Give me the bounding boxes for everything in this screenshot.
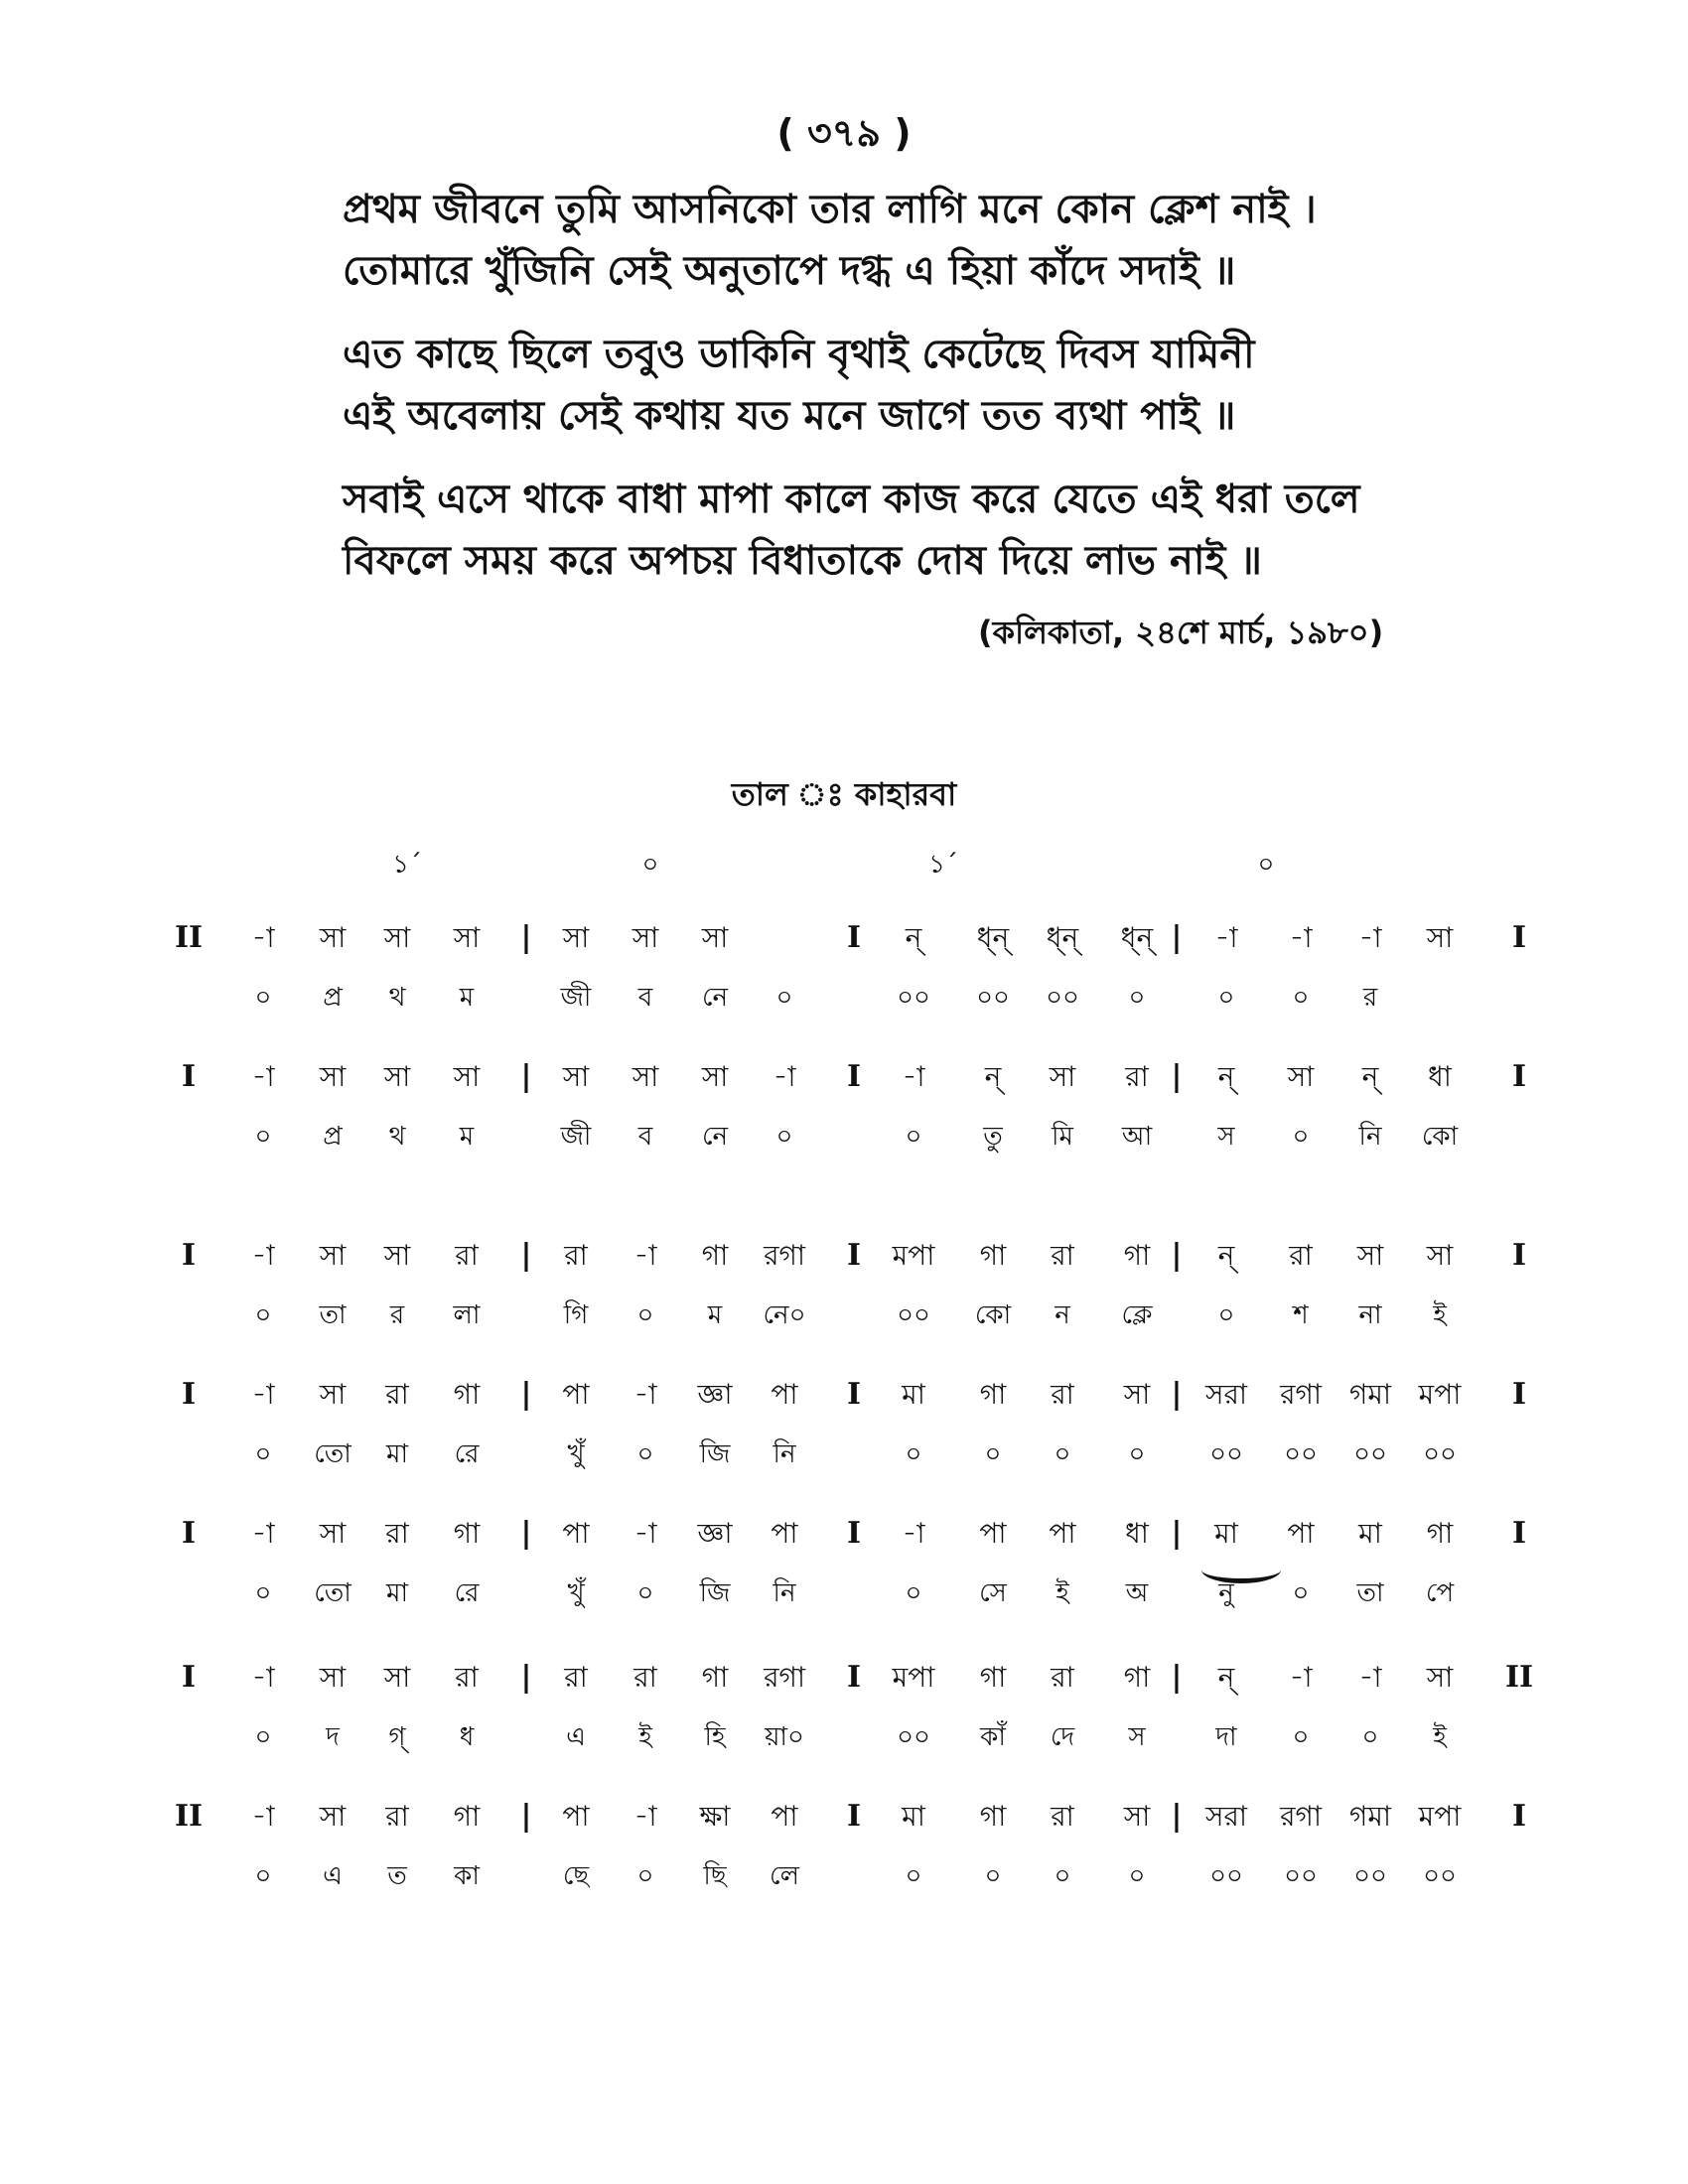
stanza xyxy=(343,179,1534,302)
bani-syllable: ০ xyxy=(254,1578,272,1608)
swar-note: -া xyxy=(633,1800,657,1833)
notation-block xyxy=(0,1057,1688,1166)
swar-note: সা xyxy=(319,921,347,954)
bani-syllable: ম xyxy=(707,1300,723,1330)
bani-syllable: ০ xyxy=(636,1300,654,1330)
bani-syllable: ০ xyxy=(1217,983,1235,1013)
bani-syllable: ০ xyxy=(254,1439,272,1469)
swar-row xyxy=(0,1514,1688,1554)
swar-note: সা xyxy=(383,1661,411,1694)
swar-row xyxy=(0,1797,1688,1837)
bani-syllable: তো xyxy=(314,1578,352,1608)
swar-note: মা xyxy=(902,1378,925,1411)
bani-syllable: রে xyxy=(454,1578,480,1608)
swar-note: রা xyxy=(385,1800,409,1833)
bani-syllable: ০ xyxy=(1128,1861,1146,1891)
swar-note: মা xyxy=(902,1800,925,1833)
swar-note: রগা xyxy=(1280,1800,1322,1833)
bani-syllable: ০০ xyxy=(1209,1861,1243,1891)
swar-note: গা xyxy=(979,1239,1007,1272)
swar-note: -া xyxy=(1289,921,1313,954)
bar-line: | xyxy=(520,1377,532,1412)
swar-note: রা xyxy=(385,1517,409,1550)
swar-note: পা xyxy=(771,1517,798,1550)
swar-note: গা xyxy=(701,1239,729,1272)
bani-syllable: লে xyxy=(770,1861,799,1891)
bani-syllable: লা xyxy=(453,1300,481,1330)
swar-note: মপা xyxy=(1418,1800,1462,1833)
swar-note: -া xyxy=(902,1517,925,1550)
notation-block xyxy=(0,1236,1688,1345)
swar-note: রা xyxy=(1051,1378,1074,1411)
swar-note: সা xyxy=(632,921,659,954)
swar-note: রা xyxy=(1051,1800,1074,1833)
bani-syllable: জি xyxy=(699,1578,731,1608)
swar-note: সা xyxy=(701,921,729,954)
swar-note: -া xyxy=(1358,1661,1382,1694)
swar-note: পা xyxy=(562,1517,590,1550)
bani-syllable: জি xyxy=(699,1439,731,1469)
bani-syllable: ০ xyxy=(984,1861,1002,1891)
swar-note: মপা xyxy=(892,1661,935,1694)
bar-line: | xyxy=(520,1516,532,1551)
bani-syllable: তু xyxy=(983,1122,1003,1152)
bani-syllable: ০ xyxy=(636,1861,654,1891)
tala-marker: ১´ xyxy=(392,850,422,880)
swar-note: সা xyxy=(319,1060,347,1093)
lyric-line: সবাই এসে থাকে বাধা মাপা কালে কাজ করে যেতে এই ধরা তলে xyxy=(343,477,1360,522)
swar-note: সা xyxy=(383,921,411,954)
swar-note: রা xyxy=(385,1378,409,1411)
notation-block xyxy=(0,1797,1688,1906)
bani-syllable: ০০ xyxy=(1423,1439,1457,1469)
bani-syllable: ত xyxy=(387,1861,407,1891)
bani-syllable: থ xyxy=(388,1122,406,1152)
notation-block xyxy=(0,1514,1688,1623)
swar-note: রা xyxy=(455,1661,479,1694)
bani-syllable: ০০ xyxy=(897,1722,930,1752)
swar-row xyxy=(0,918,1688,958)
swar-note: সরা xyxy=(1204,1800,1248,1833)
bar-line: I xyxy=(846,1377,862,1412)
bani-row xyxy=(0,978,1688,1018)
swar-note: মা xyxy=(1214,1517,1238,1550)
swar-note: সা xyxy=(453,921,481,954)
bani-syllable: ০ xyxy=(1054,1439,1071,1469)
swar-note: ন্ xyxy=(1217,1239,1235,1272)
bar-line: II xyxy=(1504,1660,1534,1695)
bar-line: II xyxy=(174,920,204,955)
swar-note: -া xyxy=(1214,921,1238,954)
swar-note: সা xyxy=(701,1060,729,1093)
swar-note: -া xyxy=(1358,921,1382,954)
swar-note: রা xyxy=(633,1661,657,1694)
swar-note: সা xyxy=(453,1060,481,1093)
bani-syllable: নে xyxy=(701,983,729,1013)
swar-note: -া xyxy=(633,1517,657,1550)
bani-syllable: রে xyxy=(454,1439,480,1469)
bani-row xyxy=(0,1117,1688,1157)
swar-note: গা xyxy=(1123,1239,1151,1272)
swar-note: সা xyxy=(383,1060,411,1093)
bar-line: I xyxy=(181,1516,197,1551)
swar-note: জ্ঞা xyxy=(697,1378,733,1411)
bar-line: I xyxy=(181,1238,197,1273)
bar-line: | xyxy=(1171,1059,1183,1094)
swar-note: রা xyxy=(1289,1239,1313,1272)
bani-syllable: ০ xyxy=(775,1122,793,1152)
swar-note: ন্ xyxy=(1217,1060,1235,1093)
swar-note: সা xyxy=(319,1800,347,1833)
swar-note: পা xyxy=(979,1517,1007,1550)
swar-note: রা xyxy=(1051,1661,1074,1694)
bani-syllable: য়া০ xyxy=(765,1722,804,1752)
swar-note: রা xyxy=(1125,1060,1149,1093)
swar-note: গা xyxy=(453,1378,481,1411)
bani-syllable: গি xyxy=(563,1300,589,1330)
bar-line: | xyxy=(1171,1660,1183,1695)
bani-syllable: গ্ xyxy=(388,1722,406,1752)
swar-note: পা xyxy=(562,1800,590,1833)
bar-line: | xyxy=(1171,1377,1183,1412)
bar-line: I xyxy=(181,1377,197,1412)
bani-syllable: ম xyxy=(459,1122,475,1152)
bani-syllable: ০০ xyxy=(1284,1439,1318,1469)
swar-note: -া xyxy=(633,1239,657,1272)
bani-syllable: ০০ xyxy=(897,1300,930,1330)
swar-note: -া xyxy=(633,1378,657,1411)
swar-note: ধ্‌ন্ xyxy=(1120,921,1154,954)
bani-syllable: র xyxy=(1362,983,1378,1013)
bani-syllable: নি xyxy=(773,1578,796,1608)
bani-syllable: ০০ xyxy=(1353,1439,1387,1469)
bani-syllable: সে xyxy=(979,1578,1007,1608)
bar-line: I xyxy=(1511,1799,1527,1834)
swar-note: পা xyxy=(562,1378,590,1411)
swar-note: সা xyxy=(1426,1661,1454,1694)
bar-line: I xyxy=(846,920,862,955)
bar-line: I xyxy=(846,1238,862,1273)
tala-markers xyxy=(0,844,1688,884)
bar-line: I xyxy=(181,1059,197,1094)
swar-note: গা xyxy=(979,1800,1007,1833)
bani-row xyxy=(0,1573,1688,1613)
bani-syllable: ০ xyxy=(1292,1722,1310,1752)
bani-syllable: ০ xyxy=(254,1722,272,1752)
tala-marker: ১´ xyxy=(928,850,958,880)
bani-syllable: ম xyxy=(459,983,475,1013)
bani-syllable: ০০ xyxy=(1284,1861,1318,1891)
swar-note: সা xyxy=(1426,921,1454,954)
bani-syllable: দা xyxy=(1215,1722,1237,1752)
bani-syllable: কো xyxy=(974,1300,1012,1330)
bani-syllable: ০ xyxy=(1128,1439,1146,1469)
tala-heading: তাল ঃ কাহারবা xyxy=(731,775,957,813)
bani-syllable: খুঁ xyxy=(567,1439,585,1469)
swar-row xyxy=(0,1375,1688,1415)
bani-syllable: এ xyxy=(566,1722,586,1752)
bani-row xyxy=(0,1717,1688,1757)
notation-block xyxy=(0,918,1688,1027)
bani-syllable: ০ xyxy=(1054,1861,1071,1891)
bar-line: I xyxy=(1511,1516,1527,1551)
bani-syllable: ই xyxy=(1433,1300,1447,1330)
swar-note: গা xyxy=(1123,1661,1151,1694)
swar-note: -া xyxy=(251,1060,275,1093)
bani-syllable: জী xyxy=(560,983,592,1013)
bani-syllable: ০ xyxy=(905,1439,922,1469)
bani-syllable: কাঁ xyxy=(980,1722,1006,1752)
swar-note: গা xyxy=(1426,1517,1454,1550)
bani-syllable: জী xyxy=(560,1122,592,1152)
tala-marker: ০ xyxy=(641,850,659,880)
bani-syllable: আ xyxy=(1121,1122,1153,1152)
bani-syllable: নি xyxy=(773,1439,796,1469)
swar-note: সা xyxy=(1356,1239,1384,1272)
bar-line: | xyxy=(1171,920,1183,955)
bani-syllable: ০ xyxy=(1361,1722,1379,1752)
bani-syllable: ধ xyxy=(459,1722,475,1752)
bani-syllable: ০ xyxy=(254,1861,272,1891)
swar-note: পা xyxy=(771,1378,798,1411)
bani-syllable: পে xyxy=(1425,1578,1455,1608)
swar-note: পা xyxy=(771,1800,798,1833)
swar-note: রগা xyxy=(1280,1378,1322,1411)
bani-syllable: ০০ xyxy=(1209,1439,1243,1469)
swar-note: সা xyxy=(319,1378,347,1411)
stanza xyxy=(343,469,1534,592)
bani-syllable: ই xyxy=(638,1722,652,1752)
bar-line: I xyxy=(1511,1059,1527,1094)
bani-syllable: নি xyxy=(1358,1122,1382,1152)
swar-note: ক্ষা xyxy=(699,1800,731,1833)
bani-row xyxy=(0,1434,1688,1474)
swar-note: গমা xyxy=(1348,1800,1392,1833)
swar-note: -া xyxy=(902,1060,925,1093)
swar-note: রা xyxy=(564,1239,588,1272)
swar-note: সা xyxy=(1287,1060,1315,1093)
bani-syllable: ০ xyxy=(905,1122,922,1152)
bani-syllable: ০ xyxy=(254,983,272,1013)
bani-syllable: তা xyxy=(1356,1578,1384,1608)
bani-syllable: ০ xyxy=(1128,983,1146,1013)
bar-line: | xyxy=(520,1660,532,1695)
bani-syllable: মা xyxy=(386,1439,408,1469)
lyric-line: বিফলে সময় করে অপচয় বিধাতাকে দোষ দিয়ে লাভ নাই ॥ xyxy=(343,538,1262,584)
swar-row xyxy=(0,1658,1688,1698)
bani-syllable: ক্লে xyxy=(1121,1300,1153,1330)
bar-line: I xyxy=(1511,1238,1527,1273)
bani-syllable: র xyxy=(389,1300,405,1330)
bani-syllable: শ xyxy=(1293,1300,1309,1330)
swar-note: গমা xyxy=(1348,1378,1392,1411)
swar-note: -া xyxy=(251,1800,275,1833)
swar-note: সা xyxy=(1123,1800,1151,1833)
swar-note: রগা xyxy=(764,1661,805,1694)
bani-syllable: তো xyxy=(314,1439,352,1469)
swar-note: মা xyxy=(1358,1517,1382,1550)
bani-syllable: নু xyxy=(1218,1578,1234,1608)
bani-syllable: ব xyxy=(637,983,653,1013)
bar-line: I xyxy=(1511,1377,1527,1412)
swar-note: রগা xyxy=(764,1239,805,1272)
bani-syllable: না xyxy=(1358,1300,1382,1330)
page-number: ( ৩৭৯ ) xyxy=(776,111,912,155)
swar-note: -া xyxy=(251,1378,275,1411)
swar-note: -া xyxy=(251,1661,275,1694)
swar-note: ন্ xyxy=(984,1060,1002,1093)
swar-note: মপা xyxy=(1418,1378,1462,1411)
bani-syllable: ০ xyxy=(254,1300,272,1330)
swar-note: সা xyxy=(319,1239,347,1272)
bani-syllable: ছি xyxy=(703,1861,727,1891)
bani-syllable: প্র xyxy=(323,983,343,1013)
bani-syllable: ০০ xyxy=(1046,983,1079,1013)
bani-syllable: ০ xyxy=(905,1861,922,1891)
swar-note: -া xyxy=(251,1239,275,1272)
notation-block xyxy=(0,1658,1688,1767)
bani-syllable: স xyxy=(1217,1122,1235,1152)
swar-note: সা xyxy=(1426,1239,1454,1272)
lyric-line: এত কাছে ছিলে তবুও ডাকিনি বৃথাই কেটেছে দিবস যামিনী xyxy=(343,332,1255,377)
swar-note: ধা xyxy=(1428,1060,1452,1093)
bani-syllable: ন xyxy=(1055,1300,1070,1330)
swar-note: গা xyxy=(453,1800,481,1833)
swar-note: সা xyxy=(1049,1060,1076,1093)
bani-syllable: ০০ xyxy=(976,983,1010,1013)
swar-note: রা xyxy=(1051,1239,1074,1272)
swar-note: পা xyxy=(1287,1517,1315,1550)
bani-syllable: ০ xyxy=(905,1578,922,1608)
bani-syllable: ০০ xyxy=(1353,1861,1387,1891)
swar-note: রা xyxy=(564,1661,588,1694)
swar-note: গা xyxy=(701,1661,729,1694)
swar-note: সা xyxy=(562,921,590,954)
swar-note: সা xyxy=(319,1517,347,1550)
lyric-line: প্রথম জীবনে তুমি আসনিকো তার লাগি মনে কোন ক্লেশ নাই । xyxy=(343,187,1317,232)
bani-syllable: ছে xyxy=(562,1861,590,1891)
bani-row xyxy=(0,1856,1688,1896)
bani-syllable: ০ xyxy=(636,1578,654,1608)
swar-note: রা xyxy=(455,1239,479,1272)
bar-line: | xyxy=(1171,1799,1183,1834)
bar-line: | xyxy=(520,1799,532,1834)
bar-line: I xyxy=(846,1799,862,1834)
bar-line: | xyxy=(520,920,532,955)
bar-line: I xyxy=(846,1516,862,1551)
bani-syllable: অ xyxy=(1125,1578,1149,1608)
bani-syllable: ০ xyxy=(775,983,793,1013)
swar-note: -া xyxy=(1289,1661,1313,1694)
bar-line: I xyxy=(846,1660,862,1695)
bani-syllable: ০ xyxy=(1292,1122,1310,1152)
bani-syllable: মা xyxy=(386,1578,408,1608)
bani-syllable: তা xyxy=(319,1300,347,1330)
bani-syllable: ০ xyxy=(1292,1578,1310,1608)
bani-syllable: থ xyxy=(388,983,406,1013)
lyric-line: এই অবেলায় সেই কথায় যত মনে জাগে তত ব্যথা পাই ॥ xyxy=(343,393,1236,439)
bar-line: I xyxy=(846,1059,862,1094)
lyric-line: তোমারে খুঁজিনি সেই অনুতাপে দগ্ধ এ হিয়া কাঁদে সদাই ॥ xyxy=(343,248,1236,294)
swar-note: সা xyxy=(632,1060,659,1093)
bani-syllable: ই xyxy=(1055,1578,1069,1608)
bani-syllable: নে০ xyxy=(763,1300,806,1330)
notation-block xyxy=(0,1375,1688,1484)
bani-syllable: দ xyxy=(326,1722,340,1752)
swar-note: ধ্‌ন্‌ xyxy=(976,921,1010,954)
swar-note: সা xyxy=(1123,1378,1151,1411)
swar-row xyxy=(0,1236,1688,1276)
bani-syllable: ০ xyxy=(636,1439,654,1469)
bani-syllable: কো xyxy=(1421,1122,1459,1152)
bar-line: I xyxy=(1511,920,1527,955)
swar-note: সা xyxy=(562,1060,590,1093)
bar-line: II xyxy=(174,1799,204,1834)
dateline: (কলিকাতা, ২৪শে মার্চ, ১৯৮০) xyxy=(978,614,1384,651)
swar-note: -া xyxy=(251,1517,275,1550)
bani-syllable: ০ xyxy=(984,1439,1002,1469)
swar-note: -া xyxy=(251,921,275,954)
swar-note: মপা xyxy=(892,1239,935,1272)
bani-syllable: ০ xyxy=(1217,1300,1235,1330)
bani-syllable: দে xyxy=(1050,1722,1075,1752)
bar-line: | xyxy=(520,1238,532,1273)
lyrics xyxy=(343,179,1534,614)
bani-syllable: ই xyxy=(1433,1722,1447,1752)
swar-note: ন্ xyxy=(905,921,922,954)
swar-note: সা xyxy=(383,1239,411,1272)
bar-line: I xyxy=(181,1660,197,1695)
swar-note: গা xyxy=(979,1378,1007,1411)
bani-syllable: এ xyxy=(323,1861,343,1891)
bani-syllable: মি xyxy=(1052,1122,1073,1152)
bani-syllable: নে xyxy=(701,1122,729,1152)
swar-note: ন্ xyxy=(1217,1661,1235,1694)
bani-syllable: কা xyxy=(454,1861,480,1891)
bani-syllable: হি xyxy=(704,1722,726,1752)
tala-marker: ০ xyxy=(1257,850,1275,880)
swar-note: জ্ঞা xyxy=(697,1517,733,1550)
bani-syllable: ০০ xyxy=(1423,1861,1457,1891)
bar-line: | xyxy=(1171,1238,1183,1273)
swar-note: সরা xyxy=(1204,1378,1248,1411)
bar-line: | xyxy=(520,1059,532,1094)
swar-note: সা xyxy=(319,1661,347,1694)
swar-note: গা xyxy=(453,1517,481,1550)
bani-syllable: খুঁ xyxy=(567,1578,585,1608)
bani-syllable: ০ xyxy=(1292,983,1310,1013)
swar-note: ধা xyxy=(1125,1517,1149,1550)
bar-line: | xyxy=(1171,1516,1183,1551)
bani-syllable: ০ xyxy=(254,1122,272,1152)
meend-arc xyxy=(1201,1557,1281,1583)
bani-syllable: প্র xyxy=(323,1122,343,1152)
bani-syllable: ০০ xyxy=(897,983,930,1013)
bani-syllable: স xyxy=(1128,1722,1146,1752)
swar-row xyxy=(0,1057,1688,1097)
swar-note: -া xyxy=(773,1060,796,1093)
stanza xyxy=(343,324,1534,447)
bani-row xyxy=(0,1296,1688,1335)
swar-note: পা xyxy=(1049,1517,1076,1550)
swar-note: গা xyxy=(979,1661,1007,1694)
swar-note: ধ্‌ন্ xyxy=(1046,921,1079,954)
swar-note: ন্ xyxy=(1361,1060,1379,1093)
bani-syllable: ব xyxy=(637,1122,653,1152)
